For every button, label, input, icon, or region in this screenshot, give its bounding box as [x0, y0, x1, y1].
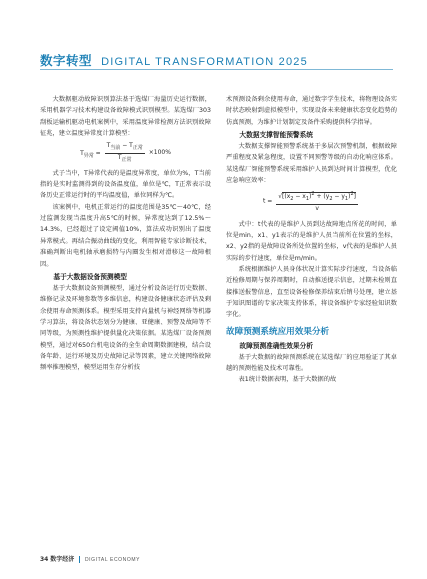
formula-fraction: [276, 190, 358, 212]
formula-fraction: [105, 142, 145, 163]
anomaly-formula: [40, 142, 211, 163]
paragraph: 术预测设备剩余使用寿命，通过数字学生技术，将物理设备实时状态映射到虚拟模型中，实现设备未来健康状态变化趋势的仿真预测，为维护计划制定及备件采购提供科学指导。: [226, 96, 397, 126]
arrival-time-formula: t = $\frac{√[(x_2 - x_1)^2 + (y_2 - y_1)^2]}{v}$: [263, 191, 356, 212]
header-title-en: DIGITAL TRANSFORMATION 2025: [101, 56, 308, 68]
paragraph: 式中：t代表的是维护人员到达故障地点所花的时间，单位是min，x1、y1表示的是维护人员当前所在位置的坐标，x2、y2指的是故障设备所处位置的坐标，v代表的是维护人员实际的步行速度，单位是m/min。: [226, 220, 397, 262]
paragraph: 式子当中，T异常代表的是温度异常度，单位为%，T当前指的是实时监测得到的设备温度值，单位是℃，T正常表示设备历史正常运行时的平均温度值，单位同样为℃。: [40, 169, 211, 200]
paragraph: 该案例中，电机正常运行的温度范围是35℃～40℃，经过监测发现当温度升高5℃的时候，异常度达到了12.5%～14.3%，已经超过了设定阈值10%，算法成功识别出了温度异常模式。再结合振动曲线的变化，利用智能专家诊断技术，准确判断出电机轴承磨损特与内圈发生相对滑移这一故障根因。: [40, 203, 211, 268]
subheading: 大数据支撑智能预警系统: [239, 131, 313, 140]
section-title: 故障预测系统应用效果分析: [226, 326, 330, 337]
subheading: 故障预测准确性效果分析: [239, 341, 313, 350]
paragraph: 表1统计数据表明，基于大数据的故: [238, 376, 337, 384]
publication-name-en: DIGITAL ECONOMY: [84, 557, 141, 563]
formula-denominator: v: [315, 204, 319, 212]
page-header: [40, 50, 400, 68]
left-column: [40, 94, 211, 374]
formula-numerator: $T_{当前} - T_{正常}$: [106, 142, 143, 152]
subheading: 基于大数据设备预测模型: [53, 272, 127, 281]
paragraph: 大数据驱动故障识别算法基于选煤厂海量历史运行数据，采用机器学习技术构建设备故障模式识别模型。某选煤厂303刮板运输机驱动电机案例中，采用温度异常检测方法识别故障征兆，建立温度异常度计算模型：: [40, 96, 211, 138]
page-footer: [40, 554, 140, 563]
header-divider: [40, 69, 393, 70]
paragraph: 系统根据维护人员身体状况计算实际步行速度，当设备临近检修周期与保养周期时，自动推送提示信息，过期未检则直接推送报警信息，直至设备检修保养结束后销号处理，建立基于知识图谱的专家决策支持体系，将设备维护专家经验知识数字化。: [226, 265, 397, 319]
paragraph: 基于大数据的故障预测系统在某选煤厂的应用验证了其卓越的预测性能及技术可靠性。: [226, 353, 397, 373]
formula-numerator: $√[(x_2 - x_1)^2 + (y_2 - y_1)^2]$: [278, 191, 356, 203]
paragraph: 基于大数据设备预测模型，通过分析设备运行历史数据、维修记录及环境参数等多维信息，构建设备健康状态评估及剩余使用寿命预测体系。模型采用支持向量机与神经网络等机器学习算法，将设备状态划分为健康、亚健康、预警及故障等不同等级，为预测性维护提供量化决策依据。某选煤厂设备预测模型，通过对650台机电设备的全生命周期数据建模，结合设备年龄、运行环境及历史故障记录等因素，建立关键网络故障频率推理模型，模型运用生存分析技: [40, 284, 211, 372]
publication-name: 数字经济: [50, 556, 75, 563]
formula-suffix: ×100%: [148, 149, 171, 157]
formula-denominator: $T_{正常}$: [117, 153, 132, 163]
header-title-zh: 数字转型: [40, 53, 93, 68]
footer-separator: [79, 556, 80, 563]
formula-lhs: $T_{异常}$ =: [80, 149, 103, 159]
paragraph: 大数据支撑智能预警系统基于多层次预警机制，根据故障严重程度及紧急程度，设置不同预警等级的自动化响应体系。某选煤厂智能预警系统采用维护人员到达时间计算模型，优化应急响应效率：: [226, 143, 397, 185]
right-column: [226, 94, 397, 386]
page-number: 34: [40, 556, 49, 563]
